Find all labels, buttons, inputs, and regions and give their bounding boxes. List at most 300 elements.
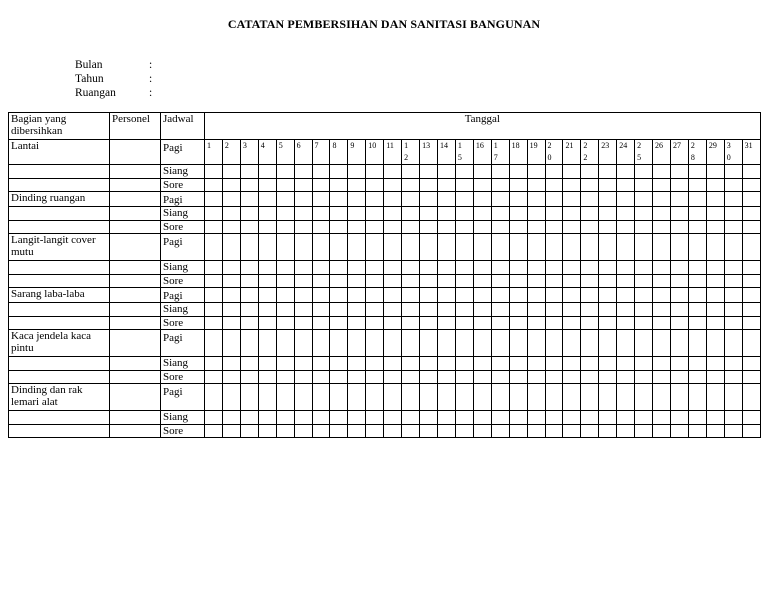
- schedule-cell: Sore: [161, 316, 205, 330]
- day-number: 14: [437, 140, 455, 165]
- check-cell: [420, 303, 438, 317]
- table-row: [9, 303, 761, 317]
- check-cell: [670, 424, 688, 438]
- schedule-cell: Pagi: [161, 140, 205, 165]
- table-row: [9, 288, 761, 303]
- day-number: 21: [563, 140, 581, 165]
- check-cell: [473, 384, 491, 411]
- personnel-cell: [110, 384, 161, 411]
- check-cell: [491, 207, 509, 221]
- check-cell: [527, 330, 545, 357]
- check-cell: [455, 316, 473, 330]
- personnel-cell: [110, 140, 161, 165]
- day-number: 9: [348, 140, 366, 165]
- check-cell: [258, 384, 276, 411]
- area-cell-empty: [9, 303, 110, 317]
- check-cell: [635, 370, 653, 384]
- check-cell: [617, 330, 635, 357]
- check-cell: [724, 411, 742, 425]
- check-cell: [402, 261, 420, 275]
- check-cell: [724, 165, 742, 179]
- check-cell: [491, 220, 509, 234]
- check-cell: [653, 274, 671, 288]
- check-cell: [545, 207, 563, 221]
- check-cell: [330, 220, 348, 234]
- schedule-cell: Sore: [161, 370, 205, 384]
- check-cell: [455, 274, 473, 288]
- check-cell: [455, 357, 473, 371]
- check-cell: [670, 316, 688, 330]
- check-cell: [581, 261, 599, 275]
- check-cell: [420, 411, 438, 425]
- area-cell-empty: [9, 220, 110, 234]
- check-cell: [366, 192, 384, 207]
- check-cell: [205, 411, 223, 425]
- check-cell: [545, 424, 563, 438]
- check-cell: [473, 357, 491, 371]
- table-row: [9, 220, 761, 234]
- check-cell: [527, 316, 545, 330]
- check-cell: [545, 316, 563, 330]
- check-cell: [527, 424, 545, 438]
- check-cell: [222, 330, 240, 357]
- check-cell: [563, 357, 581, 371]
- check-cell: [509, 384, 527, 411]
- day-number: 31: [742, 140, 760, 165]
- check-cell: [527, 370, 545, 384]
- check-cell: [437, 220, 455, 234]
- check-cell: [330, 261, 348, 275]
- check-cell: [509, 165, 527, 179]
- check-cell: [742, 274, 760, 288]
- check-cell: [222, 411, 240, 425]
- check-cell: [240, 370, 258, 384]
- check-cell: [688, 165, 706, 179]
- check-cell: [653, 303, 671, 317]
- check-cell: [437, 274, 455, 288]
- table-row: [9, 411, 761, 425]
- day-number: 7: [312, 140, 330, 165]
- schedule-cell: Sore: [161, 274, 205, 288]
- day-number: 13: [420, 140, 438, 165]
- check-cell: [312, 357, 330, 371]
- check-cell: [258, 330, 276, 357]
- check-cell: [222, 165, 240, 179]
- check-cell: [545, 165, 563, 179]
- check-cell: [563, 261, 581, 275]
- table-row: [9, 207, 761, 221]
- check-cell: [742, 261, 760, 275]
- field-label: Tahun: [75, 73, 104, 85]
- check-cell: [706, 316, 724, 330]
- day-number: 16: [473, 140, 491, 165]
- check-cell: [402, 220, 420, 234]
- check-cell: [670, 165, 688, 179]
- check-cell: [258, 370, 276, 384]
- check-cell: [581, 220, 599, 234]
- check-cell: [581, 234, 599, 261]
- check-cell: [312, 288, 330, 303]
- cleaning-log-table: [8, 112, 761, 438]
- check-cell: [420, 207, 438, 221]
- check-cell: [330, 370, 348, 384]
- check-cell: [527, 303, 545, 317]
- check-cell: [276, 384, 294, 411]
- check-cell: [653, 261, 671, 275]
- schedule-cell: Sore: [161, 178, 205, 192]
- check-cell: [742, 424, 760, 438]
- check-cell: [366, 316, 384, 330]
- check-cell: [384, 303, 402, 317]
- check-cell: [724, 178, 742, 192]
- check-cell: [706, 234, 724, 261]
- day-number: 19: [527, 140, 545, 165]
- check-cell: [599, 192, 617, 207]
- check-cell: [348, 288, 366, 303]
- check-cell: [545, 411, 563, 425]
- check-cell: [724, 192, 742, 207]
- check-cell: [653, 288, 671, 303]
- check-cell: [706, 288, 724, 303]
- check-cell: [348, 261, 366, 275]
- check-cell: [258, 316, 276, 330]
- check-cell: [240, 274, 258, 288]
- day-number: 4: [258, 140, 276, 165]
- check-cell: [742, 357, 760, 371]
- check-cell: [617, 178, 635, 192]
- check-cell: [276, 424, 294, 438]
- check-cell: [402, 357, 420, 371]
- check-cell: [455, 288, 473, 303]
- check-cell: [348, 303, 366, 317]
- check-cell: [240, 384, 258, 411]
- check-cell: [688, 274, 706, 288]
- field-colon: :: [149, 73, 153, 85]
- check-cell: [473, 330, 491, 357]
- check-cell: [294, 207, 312, 221]
- check-cell: [527, 288, 545, 303]
- check-cell: [402, 303, 420, 317]
- check-cell: [581, 411, 599, 425]
- check-cell: [545, 261, 563, 275]
- check-cell: [258, 192, 276, 207]
- check-cell: [366, 234, 384, 261]
- day-number: 23: [599, 140, 617, 165]
- day-number: 2 5: [635, 140, 653, 165]
- check-cell: [742, 165, 760, 179]
- check-cell: [330, 192, 348, 207]
- check-cell: [742, 178, 760, 192]
- check-cell: [384, 288, 402, 303]
- table-body: [9, 113, 761, 438]
- check-cell: [653, 165, 671, 179]
- check-cell: [348, 192, 366, 207]
- check-cell: [366, 384, 384, 411]
- check-cell: [635, 288, 653, 303]
- check-cell: [276, 411, 294, 425]
- check-cell: [312, 178, 330, 192]
- check-cell: [491, 303, 509, 317]
- check-cell: [330, 207, 348, 221]
- check-cell: [509, 424, 527, 438]
- check-cell: [491, 274, 509, 288]
- check-cell: [312, 316, 330, 330]
- check-cell: [276, 192, 294, 207]
- check-cell: [670, 274, 688, 288]
- check-cell: [635, 330, 653, 357]
- check-cell: [294, 192, 312, 207]
- check-cell: [688, 384, 706, 411]
- check-cell: [688, 303, 706, 317]
- check-cell: [402, 165, 420, 179]
- day-number: 1 2: [402, 140, 420, 165]
- check-cell: [330, 274, 348, 288]
- header-personnel: Personel: [110, 113, 161, 140]
- check-cell: [420, 316, 438, 330]
- check-cell: [402, 288, 420, 303]
- area-cell-empty: [9, 274, 110, 288]
- check-cell: [437, 288, 455, 303]
- check-cell: [240, 178, 258, 192]
- check-cell: [509, 370, 527, 384]
- day-number: 2 2: [581, 140, 599, 165]
- field-tahun: [75, 72, 152, 86]
- check-cell: [348, 316, 366, 330]
- check-cell: [706, 384, 724, 411]
- check-cell: [742, 411, 760, 425]
- check-cell: [688, 234, 706, 261]
- check-cell: [366, 288, 384, 303]
- check-cell: [366, 178, 384, 192]
- check-cell: [240, 303, 258, 317]
- check-cell: [706, 192, 724, 207]
- personnel-cell: [110, 316, 161, 330]
- check-cell: [527, 165, 545, 179]
- check-cell: [527, 220, 545, 234]
- schedule-cell: Pagi: [161, 192, 205, 207]
- table-row: [9, 261, 761, 275]
- check-cell: [599, 178, 617, 192]
- check-cell: [653, 316, 671, 330]
- check-cell: [670, 411, 688, 425]
- day-number: 8: [330, 140, 348, 165]
- check-cell: [384, 234, 402, 261]
- check-cell: [653, 192, 671, 207]
- check-cell: [240, 357, 258, 371]
- check-cell: [276, 316, 294, 330]
- check-cell: [276, 357, 294, 371]
- table-row: [9, 274, 761, 288]
- check-cell: [384, 411, 402, 425]
- personnel-cell: [110, 220, 161, 234]
- check-cell: [706, 178, 724, 192]
- check-cell: [545, 192, 563, 207]
- table-header-row: [9, 113, 761, 140]
- check-cell: [402, 207, 420, 221]
- check-cell: [330, 384, 348, 411]
- check-cell: [724, 274, 742, 288]
- check-cell: [205, 370, 223, 384]
- check-cell: [473, 370, 491, 384]
- check-cell: [724, 261, 742, 275]
- table-row: [9, 424, 761, 438]
- check-cell: [653, 424, 671, 438]
- check-cell: [742, 220, 760, 234]
- check-cell: [222, 316, 240, 330]
- check-cell: [545, 274, 563, 288]
- area-cell: Kaca jendela kaca pintu: [9, 330, 110, 357]
- check-cell: [312, 411, 330, 425]
- check-cell: [581, 303, 599, 317]
- check-cell: [240, 234, 258, 261]
- check-cell: [384, 220, 402, 234]
- check-cell: [384, 424, 402, 438]
- check-cell: [473, 424, 491, 438]
- check-cell: [706, 261, 724, 275]
- check-cell: [742, 234, 760, 261]
- check-cell: [688, 357, 706, 371]
- check-cell: [205, 357, 223, 371]
- check-cell: [276, 370, 294, 384]
- check-cell: [724, 424, 742, 438]
- check-cell: [384, 178, 402, 192]
- check-cell: [635, 357, 653, 371]
- check-cell: [491, 288, 509, 303]
- check-cell: [509, 192, 527, 207]
- check-cell: [473, 261, 491, 275]
- personnel-cell: [110, 192, 161, 207]
- check-cell: [330, 303, 348, 317]
- check-cell: [617, 288, 635, 303]
- personnel-cell: [110, 330, 161, 357]
- check-cell: [491, 192, 509, 207]
- check-cell: [402, 424, 420, 438]
- check-cell: [258, 357, 276, 371]
- check-cell: [635, 192, 653, 207]
- check-cell: [742, 370, 760, 384]
- check-cell: [706, 357, 724, 371]
- check-cell: [366, 220, 384, 234]
- check-cell: [205, 178, 223, 192]
- area-cell-empty: [9, 261, 110, 275]
- header-area: Bagian yang dibersihkan: [9, 113, 110, 140]
- area-cell-empty: [9, 357, 110, 371]
- check-cell: [312, 165, 330, 179]
- check-cell: [617, 274, 635, 288]
- check-cell: [563, 220, 581, 234]
- check-cell: [258, 288, 276, 303]
- check-cell: [473, 234, 491, 261]
- check-cell: [240, 165, 258, 179]
- check-cell: [222, 357, 240, 371]
- check-cell: [455, 384, 473, 411]
- check-cell: [742, 288, 760, 303]
- header-schedule: Jadwal: [161, 113, 205, 140]
- check-cell: [455, 178, 473, 192]
- schedule-cell: Siang: [161, 411, 205, 425]
- check-cell: [635, 165, 653, 179]
- check-cell: [599, 274, 617, 288]
- field-colon: :: [149, 59, 153, 71]
- check-cell: [366, 424, 384, 438]
- check-cell: [294, 261, 312, 275]
- check-cell: [491, 424, 509, 438]
- check-cell: [706, 274, 724, 288]
- check-cell: [724, 316, 742, 330]
- check-cell: [348, 370, 366, 384]
- check-cell: [455, 303, 473, 317]
- check-cell: [437, 316, 455, 330]
- table-row: [9, 370, 761, 384]
- check-cell: [366, 303, 384, 317]
- check-cell: [205, 261, 223, 275]
- check-cell: [330, 316, 348, 330]
- day-number: 1: [205, 140, 223, 165]
- check-cell: [617, 165, 635, 179]
- area-cell: Dinding dan rak lemari alat: [9, 384, 110, 411]
- check-cell: [545, 330, 563, 357]
- check-cell: [437, 303, 455, 317]
- field-label: Bulan: [75, 59, 103, 71]
- check-cell: [240, 261, 258, 275]
- personnel-cell: [110, 424, 161, 438]
- check-cell: [670, 192, 688, 207]
- check-cell: [724, 357, 742, 371]
- check-cell: [635, 411, 653, 425]
- check-cell: [473, 178, 491, 192]
- page-title: CATATAN PEMBERSIHAN DAN SANITASI BANGUNAN: [227, 17, 541, 31]
- check-cell: [617, 207, 635, 221]
- area-cell-empty: [9, 207, 110, 221]
- check-cell: [491, 384, 509, 411]
- check-cell: [491, 330, 509, 357]
- day-number: 5: [276, 140, 294, 165]
- check-cell: [670, 261, 688, 275]
- day-number: 6: [294, 140, 312, 165]
- check-cell: [420, 220, 438, 234]
- check-cell: [670, 370, 688, 384]
- check-cell: [294, 165, 312, 179]
- check-cell: [205, 384, 223, 411]
- header-date: Tanggal: [205, 113, 761, 140]
- check-cell: [635, 220, 653, 234]
- check-cell: [205, 165, 223, 179]
- check-cell: [509, 316, 527, 330]
- check-cell: [617, 220, 635, 234]
- check-cell: [527, 357, 545, 371]
- check-cell: [527, 207, 545, 221]
- check-cell: [527, 192, 545, 207]
- check-cell: [581, 192, 599, 207]
- check-cell: [599, 330, 617, 357]
- check-cell: [258, 207, 276, 221]
- check-cell: [563, 330, 581, 357]
- check-cell: [670, 207, 688, 221]
- check-cell: [222, 274, 240, 288]
- check-cell: [366, 261, 384, 275]
- check-cell: [420, 370, 438, 384]
- check-cell: [742, 303, 760, 317]
- check-cell: [366, 411, 384, 425]
- check-cell: [653, 207, 671, 221]
- check-cell: [491, 165, 509, 179]
- check-cell: [348, 220, 366, 234]
- check-cell: [706, 207, 724, 221]
- check-cell: [724, 207, 742, 221]
- check-cell: [437, 234, 455, 261]
- check-cell: [348, 178, 366, 192]
- check-cell: [205, 234, 223, 261]
